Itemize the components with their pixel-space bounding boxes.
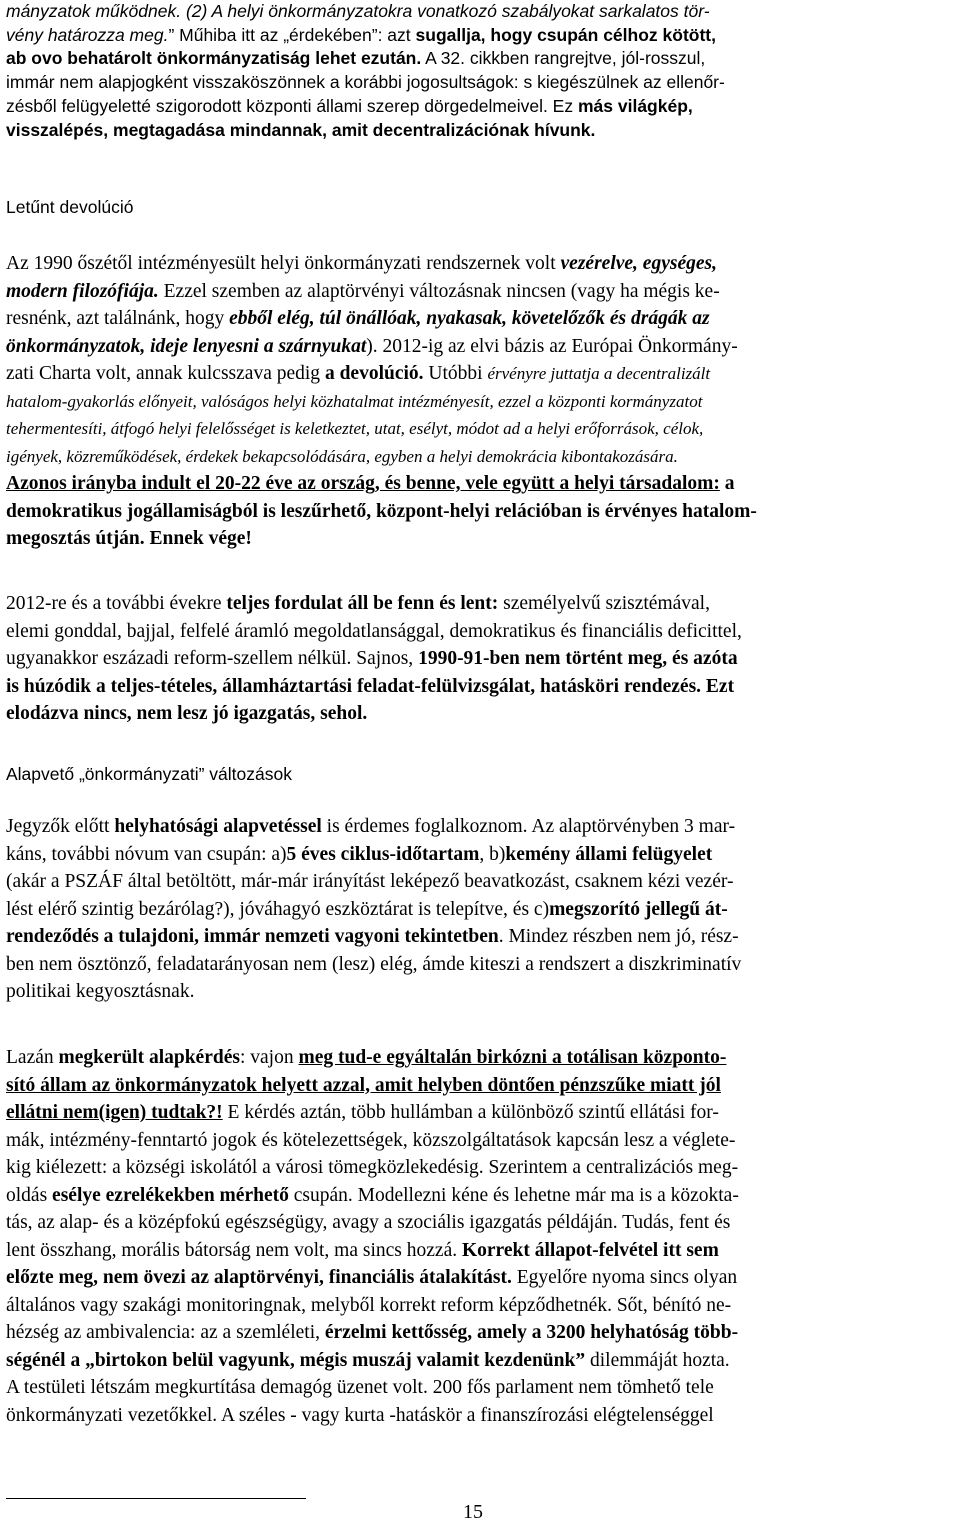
paragraph-intro	[6, 0, 956, 142]
text-run: mák, intézmény-fenntartó jogok és kötelezettségek, közszolgáltatások kapcsán lesz a véglete-	[6, 1129, 736, 1151]
text-line	[6, 95, 956, 119]
text-run: Az 1990 őszétől intézményesült helyi önkormányzati rendszernek volt	[6, 253, 561, 274]
text-run: ellátni nem(igen) tudtak?!	[6, 1102, 223, 1123]
text-run: vény határozza meg.	[6, 24, 169, 45]
text-run: a	[719, 473, 735, 494]
text-line	[6, 47, 956, 71]
text-line	[6, 498, 956, 526]
text-run: ségénél a „birtokon belül vagyunk, mégis muszáj valamit kezdenünk”	[6, 1349, 586, 1371]
text-run: önkormányzati vezetőkkel. A széles - vagy kurta -hatáskör a finanszírozási elégtelenséggel	[6, 1404, 714, 1426]
text-run: zati Charta volt, annak kulcsszava pedig	[6, 363, 325, 384]
text-line	[6, 250, 956, 278]
text-line	[6, 590, 956, 618]
text-run: is érdemes foglalkoznom. Az alaptörvényben 3 mar-	[321, 816, 736, 837]
text-run: általános vagy szakági monitoringnak, melyből korrekt reform képződhetnék. Sőt, bénító ne-	[6, 1294, 732, 1316]
text-run: politikai kegyosztásnak.	[6, 981, 195, 1002]
text-run: (akár a PSZÁF által betöltött, már-már irányítást leképező beavatkozást, csaknem kézi vezér-	[6, 871, 734, 892]
text-line	[6, 1402, 956, 1430]
text-line	[6, 700, 956, 728]
text-run: is húzódik a teljes-tételes, államháztartási feladat-felülvizsgálat, hatásköri rendezés. Ezt	[6, 675, 735, 697]
paragraph-devolucio	[6, 250, 956, 553]
text-line	[6, 1182, 956, 1210]
text-line	[6, 443, 956, 471]
text-run: sugallja, hogy csupán célhoz kötött,	[415, 24, 716, 45]
text-run: káns, további nóvum van csupán: a)	[6, 843, 287, 865]
text-run: elodázva nincs, nem lesz jó igazgatás, sehol.	[6, 703, 368, 724]
text-line	[6, 1237, 956, 1265]
text-run: ugyanakkor eszázadi reform-szellem nélkül. Sajnos,	[6, 648, 419, 669]
text-run: A testületi létszám megkurtítása demagóg üzenet volt. 200 fős parlament nem tömhető tele	[6, 1377, 714, 1398]
text-line	[6, 415, 956, 443]
text-run: érvényre juttatja a decentralizált	[487, 364, 711, 383]
text-line	[6, 0, 956, 24]
text-run: E kérdés aztán, több hullámban a különböző szintű ellátási for-	[222, 1102, 719, 1123]
text-run: a devolúció.	[324, 363, 424, 384]
text-line	[6, 388, 956, 416]
text-run: , b)	[479, 843, 506, 865]
text-line	[6, 1127, 956, 1155]
text-line	[6, 1099, 956, 1127]
text-run: 2012-re és a további évekre	[6, 593, 227, 614]
text-line	[6, 1264, 956, 1292]
text-run: Lazán	[6, 1047, 59, 1068]
text-line	[6, 360, 956, 388]
text-line	[6, 923, 956, 951]
page-number: 15	[463, 1501, 483, 1523]
text-run: teljes fordulat áll be fenn és lent:	[226, 593, 499, 614]
text-run: Korrekt állapot-felvétel itt sem	[461, 1239, 719, 1261]
paragraph-2012	[6, 590, 956, 728]
text-run: csupán. Modellezni kéne és lehetne már ma is a közokta-	[288, 1184, 739, 1206]
text-run: hézség az ambivalencia: az a szemléleti,	[6, 1322, 325, 1343]
text-line	[6, 1347, 956, 1375]
text-run: kig kiélezett: a községi iskolától a városi tömegközlekedésig. Szerintem a centralizációs meg-	[6, 1157, 739, 1178]
text-line	[6, 470, 956, 498]
text-run: oldás	[6, 1184, 53, 1206]
text-line	[6, 24, 956, 48]
paragraph-jegyzok	[6, 813, 956, 1006]
text-run: elemi gonddal, bajjal, felfelé áramló megoldatlansággal, demokratikus és financiális deficittel,	[6, 620, 742, 642]
text-run: . Mindez részben nem jó, rész-	[498, 926, 739, 947]
text-line	[6, 119, 956, 143]
text-run: sító állam az önkormányzatok helyett azzal, amit helyben döntően pénzszűke miatt jól	[6, 1074, 721, 1096]
text-run: Utóbbi	[423, 363, 488, 384]
text-run: Azonos irányba indult el 20-22 éve az ország, és benne, vele együtt a helyi társadalom:	[6, 473, 720, 494]
text-line	[6, 841, 956, 869]
text-run: 1990-91-ben nem történt meg, és azóta	[418, 648, 738, 669]
text-line	[6, 305, 956, 333]
text-line	[6, 951, 956, 979]
heading-alapveto-valtozasok: Alapvető „önkormányzati” változások	[6, 764, 292, 784]
text-run: igények, közreműködések, érdekek bekapcsolódására, egyben a helyi demokrácia kibontakozására.	[6, 446, 678, 466]
text-line	[6, 525, 956, 553]
text-run: A 32. cikkben rangrejtve, jól-rosszul,	[421, 48, 706, 69]
text-run: mányzatok működnek. (2) A helyi önkormányzatokra vonatkozó szabályokat sarkalatos tör-	[6, 1, 710, 21]
text-line	[6, 1072, 956, 1100]
text-run: modern filozófiája.	[6, 280, 159, 302]
text-run: hatalom-gyakorlás előnyeit, valóságos helyi közhatalmat intézményesít, ezzel a központi kormányzatot	[6, 391, 703, 411]
text-line	[6, 896, 956, 924]
text-line	[6, 813, 956, 841]
text-run: személyelvű szisztémával,	[498, 593, 710, 614]
text-run: előzte meg, nem övezi az alaptörvényi, financiális átalakítást.	[6, 1267, 512, 1288]
text-line	[6, 1319, 956, 1347]
text-run: más világkép,	[577, 95, 693, 116]
text-run: demokratikus jogállamiságból is leszűrhető, központ-helyi relációban is érvényes hatalom-	[6, 500, 757, 522]
heading-letunt-devolucio: Letűnt devolúció	[6, 197, 134, 217]
text-run: resnénk, azt találnánk, hogy	[6, 308, 230, 329]
text-line	[6, 1374, 956, 1402]
text-line	[6, 1154, 956, 1182]
text-run: megszorító jellegű át-	[549, 898, 728, 920]
text-run: zésből felügyeletté szigorodott központi állami szerep dörgedelmeivel. Ez	[6, 95, 578, 116]
text-run: Jegyzők előtt	[6, 816, 115, 837]
text-line	[6, 1209, 956, 1237]
text-line	[6, 645, 956, 673]
footer-rule	[6, 1498, 306, 1499]
text-line	[6, 978, 956, 1006]
text-run: ab ovo behatárolt önkormányzatiság lehet ezután.	[6, 48, 422, 69]
text-run: lést elérő szintig bezárólag?), jóváhagyó eszköztárat is telepítve, és c)	[6, 898, 550, 920]
text-run: ). 2012-ig az elvi bázis az Európai Önkormány-	[366, 335, 738, 357]
text-line	[6, 618, 956, 646]
text-run: helyhatósági alapvetéssel	[114, 816, 322, 837]
text-run: megkerült alapkérdés	[58, 1047, 240, 1068]
text-run: esélye ezrelékekben mérhető	[52, 1184, 289, 1206]
text-line	[6, 1292, 956, 1320]
text-line	[6, 1044, 956, 1072]
text-run: tás, az alap- és a középfokú egészségügy, avagy a szociális igazgatás példáján. Tudás, fent és	[6, 1212, 731, 1233]
text-run: megosztás útján. Ennek vége!	[6, 528, 252, 549]
text-line	[6, 673, 956, 701]
text-run: meg tud-e egyáltalán birkózni a totálisan központo-	[298, 1047, 727, 1068]
text-line	[6, 278, 956, 306]
text-line	[6, 333, 956, 361]
text-run: ebből elég, túl önállóak, nyakasak, követelőzők és drágák az	[229, 308, 710, 329]
text-run: ” Műhiba itt az „érdekében”: azt	[168, 24, 416, 45]
text-run: érzelmi kettősség, amely a 3200 helyhatóság több-	[324, 1322, 739, 1343]
text-run: lent összhang, morális bátorság nem volt, ma sincs hozzá.	[6, 1239, 462, 1261]
text-run: vezérelve, egységes,	[560, 253, 717, 274]
text-run: Egyelőre nyoma sincs olyan	[511, 1267, 738, 1288]
paragraph-alapkerdes	[6, 1044, 956, 1429]
text-run: tehermentesíti, átfogó helyi felelősséget is keletkeztet, utat, esélyt, módot ad a helyi erőforrások, célok,	[6, 419, 704, 438]
text-run: rendeződés a tulajdoni, immár nemzeti vagyoni tekintetben	[6, 926, 499, 947]
text-run: dilemmáját hozta.	[585, 1349, 730, 1371]
text-line	[6, 868, 956, 896]
text-run: : vajon	[239, 1047, 299, 1068]
text-line	[6, 71, 956, 95]
text-run: kemény állami felügyelet	[505, 843, 713, 865]
text-run: Ezzel szemben az alaptörvényi változásnak nincsen (vagy ha mégis ke-	[158, 280, 720, 302]
text-run: 5 éves ciklus-időtartam	[286, 843, 480, 865]
text-run: immár nem alapjogként visszaköszönnek a korábbi jogosultságok: s kiegészülnek az ellenőr-	[6, 72, 725, 93]
text-run: önkormányzatok, ideje lenyesni a szárnyukat	[6, 335, 367, 357]
text-run: ben nem ösztönző, feladatarányosan nem (lesz) elég, ámde kiteszi a rendszert a diszkriminatív	[6, 953, 742, 975]
text-run: visszalépés, megtagadása mindannak, amit decentralizációnak hívunk.	[6, 119, 596, 140]
